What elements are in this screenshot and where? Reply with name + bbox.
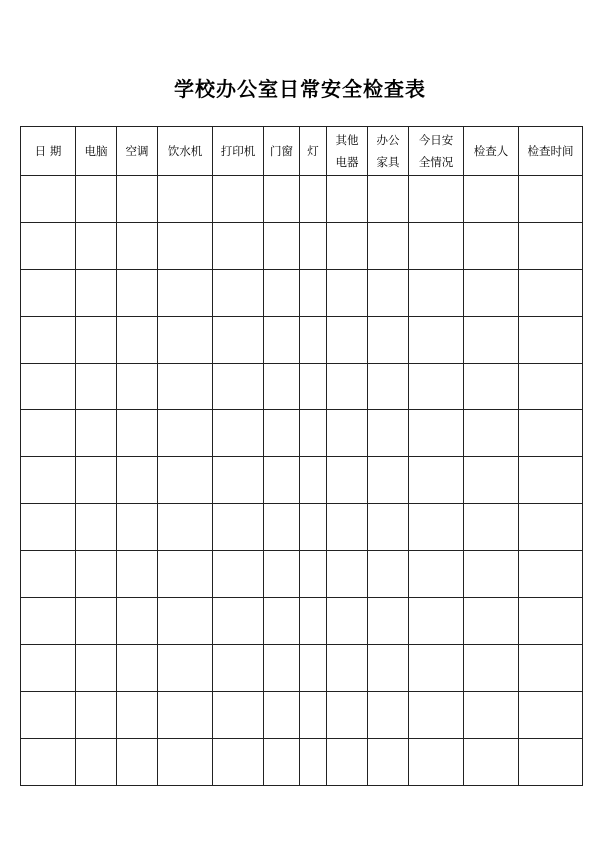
table-cell[interactable] xyxy=(21,738,76,785)
table-cell[interactable] xyxy=(464,551,519,598)
header-cell-inspector: 检查人 xyxy=(464,127,519,176)
table-cell[interactable] xyxy=(158,691,213,738)
header-cell-office-furniture: 办公 家具 xyxy=(368,127,409,176)
table-cell[interactable] xyxy=(21,222,76,269)
table-cell[interactable] xyxy=(264,269,300,316)
table-cell[interactable] xyxy=(21,176,76,223)
table-cell[interactable] xyxy=(409,738,464,785)
table-cell[interactable] xyxy=(300,551,327,598)
table-cell[interactable] xyxy=(158,269,213,316)
table-cell[interactable] xyxy=(158,504,213,551)
table-cell[interactable] xyxy=(464,504,519,551)
table-cell[interactable] xyxy=(213,457,264,504)
table-cell[interactable] xyxy=(327,738,368,785)
table-row xyxy=(21,176,583,223)
table-cell[interactable] xyxy=(158,738,213,785)
header-cell-air-conditioner: 空调 xyxy=(117,127,158,176)
table-cell[interactable] xyxy=(409,691,464,738)
table-cell[interactable] xyxy=(327,222,368,269)
table-cell[interactable] xyxy=(464,316,519,363)
table-row xyxy=(21,598,583,645)
table-body xyxy=(21,176,583,786)
table-row xyxy=(21,504,583,551)
table-cell[interactable] xyxy=(21,691,76,738)
table-cell[interactable] xyxy=(519,504,583,551)
table-cell[interactable] xyxy=(409,269,464,316)
table-cell[interactable] xyxy=(264,410,300,457)
table-cell[interactable] xyxy=(409,222,464,269)
table-cell[interactable] xyxy=(409,363,464,410)
table-cell[interactable] xyxy=(300,457,327,504)
table-cell[interactable] xyxy=(213,316,264,363)
table-cell[interactable] xyxy=(21,410,76,457)
table-cell[interactable] xyxy=(264,691,300,738)
table-row xyxy=(21,410,583,457)
table-cell[interactable] xyxy=(264,598,300,645)
table-cell[interactable] xyxy=(327,598,368,645)
table-cell[interactable] xyxy=(264,457,300,504)
table-cell[interactable] xyxy=(117,551,158,598)
table-cell[interactable] xyxy=(300,269,327,316)
header-cell-daily-safety-status: 今日安 全情况 xyxy=(409,127,464,176)
table-cell[interactable] xyxy=(368,269,409,316)
table-cell[interactable] xyxy=(213,598,264,645)
table-cell[interactable] xyxy=(327,457,368,504)
table-cell[interactable] xyxy=(300,363,327,410)
table-row xyxy=(21,269,583,316)
table-cell[interactable] xyxy=(21,457,76,504)
table-cell[interactable] xyxy=(158,457,213,504)
table-cell[interactable] xyxy=(213,644,264,691)
table-cell[interactable] xyxy=(264,738,300,785)
table-cell[interactable] xyxy=(117,457,158,504)
table-row xyxy=(21,691,583,738)
table-cell[interactable] xyxy=(368,598,409,645)
table-cell[interactable] xyxy=(464,363,519,410)
table-cell[interactable] xyxy=(213,222,264,269)
table-cell[interactable] xyxy=(117,269,158,316)
table-cell[interactable] xyxy=(300,222,327,269)
table-cell[interactable] xyxy=(300,176,327,223)
table-cell[interactable] xyxy=(409,457,464,504)
table-cell[interactable] xyxy=(519,410,583,457)
table-cell[interactable] xyxy=(368,316,409,363)
table-cell[interactable] xyxy=(327,363,368,410)
table-cell[interactable] xyxy=(158,363,213,410)
table-cell[interactable] xyxy=(158,176,213,223)
table-row xyxy=(21,738,583,785)
table-cell[interactable] xyxy=(464,644,519,691)
table-cell[interactable] xyxy=(464,457,519,504)
table-cell[interactable] xyxy=(464,410,519,457)
table-cell[interactable] xyxy=(117,363,158,410)
table-cell[interactable] xyxy=(264,176,300,223)
table-cell[interactable] xyxy=(264,222,300,269)
table-cell[interactable] xyxy=(327,269,368,316)
table-cell[interactable] xyxy=(368,644,409,691)
table-cell[interactable] xyxy=(117,316,158,363)
table-cell[interactable] xyxy=(464,738,519,785)
table-cell[interactable] xyxy=(158,410,213,457)
table-cell[interactable] xyxy=(409,644,464,691)
table-cell[interactable] xyxy=(158,222,213,269)
table-cell[interactable] xyxy=(464,269,519,316)
table-cell[interactable] xyxy=(264,363,300,410)
table-cell[interactable] xyxy=(519,644,583,691)
table-cell[interactable] xyxy=(327,644,368,691)
table-cell[interactable] xyxy=(409,504,464,551)
table-header xyxy=(21,127,583,176)
table-cell[interactable] xyxy=(76,269,117,316)
table-cell[interactable] xyxy=(76,644,117,691)
table-cell[interactable] xyxy=(327,176,368,223)
safety-check-table xyxy=(20,126,583,786)
table-cell[interactable] xyxy=(158,316,213,363)
header-cell-other-appliances: 其他 电器 xyxy=(327,127,368,176)
table-cell[interactable] xyxy=(117,410,158,457)
table-cell[interactable] xyxy=(264,316,300,363)
table-cell[interactable] xyxy=(264,551,300,598)
table-cell[interactable] xyxy=(368,504,409,551)
table-cell[interactable] xyxy=(76,176,117,223)
header-cell-water-dispenser: 饮水机 xyxy=(158,127,213,176)
table-cell[interactable] xyxy=(464,598,519,645)
table-row xyxy=(21,551,583,598)
table-cell[interactable] xyxy=(158,598,213,645)
table-cell[interactable] xyxy=(300,644,327,691)
table-cell[interactable] xyxy=(300,598,327,645)
table-cell[interactable] xyxy=(409,410,464,457)
table-cell[interactable] xyxy=(409,176,464,223)
table-cell[interactable] xyxy=(21,504,76,551)
table-row xyxy=(21,457,583,504)
table-row xyxy=(21,644,583,691)
table-cell[interactable] xyxy=(409,598,464,645)
table-cell[interactable] xyxy=(76,598,117,645)
table-cell[interactable] xyxy=(519,738,583,785)
table-cell[interactable] xyxy=(117,504,158,551)
table-cell[interactable] xyxy=(21,316,76,363)
table-cell[interactable] xyxy=(158,644,213,691)
table-cell[interactable] xyxy=(117,644,158,691)
table-cell[interactable] xyxy=(368,738,409,785)
table-cell[interactable] xyxy=(519,363,583,410)
header-cell-computer: 电脑 xyxy=(76,127,117,176)
table-cell[interactable] xyxy=(21,269,76,316)
table-cell[interactable] xyxy=(300,410,327,457)
table-cell[interactable] xyxy=(327,691,368,738)
table-cell[interactable] xyxy=(21,644,76,691)
table-cell[interactable] xyxy=(368,691,409,738)
table-cell[interactable] xyxy=(519,551,583,598)
table-cell[interactable] xyxy=(300,316,327,363)
table-row xyxy=(21,222,583,269)
table-cell[interactable] xyxy=(76,222,117,269)
table-cell[interactable] xyxy=(464,222,519,269)
table-cell[interactable] xyxy=(76,316,117,363)
table-row xyxy=(21,363,583,410)
table-cell[interactable] xyxy=(21,363,76,410)
table-cell[interactable] xyxy=(519,176,583,223)
header-cell-lights: 灯 xyxy=(300,127,327,176)
table-cell[interactable] xyxy=(300,738,327,785)
table-cell[interactable] xyxy=(368,363,409,410)
table-cell[interactable] xyxy=(519,222,583,269)
table-cell[interactable] xyxy=(409,316,464,363)
table-cell[interactable] xyxy=(409,551,464,598)
table-cell[interactable] xyxy=(519,316,583,363)
table-cell[interactable] xyxy=(368,457,409,504)
table-cell[interactable] xyxy=(117,598,158,645)
table-cell[interactable] xyxy=(213,269,264,316)
table-cell[interactable] xyxy=(264,644,300,691)
table-cell[interactable] xyxy=(213,410,264,457)
table-cell[interactable] xyxy=(76,691,117,738)
table-cell[interactable] xyxy=(21,551,76,598)
table-row xyxy=(21,316,583,363)
table-cell[interactable] xyxy=(327,551,368,598)
table-cell[interactable] xyxy=(327,504,368,551)
header-cell-printer: 打印机 xyxy=(213,127,264,176)
page-title: 学校办公室日常安全检查表 xyxy=(174,77,426,101)
table-cell[interactable] xyxy=(519,457,583,504)
table-cell[interactable] xyxy=(158,551,213,598)
table-cell[interactable] xyxy=(300,504,327,551)
table-cell[interactable] xyxy=(76,457,117,504)
table-cell[interactable] xyxy=(368,551,409,598)
table-cell[interactable] xyxy=(76,551,117,598)
table-cell[interactable] xyxy=(519,598,583,645)
table-cell[interactable] xyxy=(464,176,519,223)
table-cell[interactable] xyxy=(464,691,519,738)
table-cell[interactable] xyxy=(213,551,264,598)
table-cell[interactable] xyxy=(76,363,117,410)
table-cell[interactable] xyxy=(76,504,117,551)
table-cell[interactable] xyxy=(117,691,158,738)
table-cell[interactable] xyxy=(213,363,264,410)
table-cell[interactable] xyxy=(117,222,158,269)
table-cell[interactable] xyxy=(213,176,264,223)
table-cell[interactable] xyxy=(519,269,583,316)
table-cell[interactable] xyxy=(327,410,368,457)
table-cell[interactable] xyxy=(368,222,409,269)
table-cell[interactable] xyxy=(300,691,327,738)
table-cell[interactable] xyxy=(76,410,117,457)
table-cell[interactable] xyxy=(21,598,76,645)
table-cell[interactable] xyxy=(368,176,409,223)
table-cell[interactable] xyxy=(213,691,264,738)
table-cell[interactable] xyxy=(519,691,583,738)
table-cell[interactable] xyxy=(213,504,264,551)
table-cell[interactable] xyxy=(368,410,409,457)
header-row xyxy=(21,127,583,176)
table-cell[interactable] xyxy=(213,738,264,785)
header-cell-check-time: 检查时间 xyxy=(519,127,583,176)
table-cell[interactable] xyxy=(76,738,117,785)
table-cell[interactable] xyxy=(327,316,368,363)
table-cell[interactable] xyxy=(264,504,300,551)
table-cell[interactable] xyxy=(117,176,158,223)
header-cell-date: 日 期 xyxy=(21,127,76,176)
header-cell-doors-windows: 门窗 xyxy=(264,127,300,176)
table-cell[interactable] xyxy=(117,738,158,785)
